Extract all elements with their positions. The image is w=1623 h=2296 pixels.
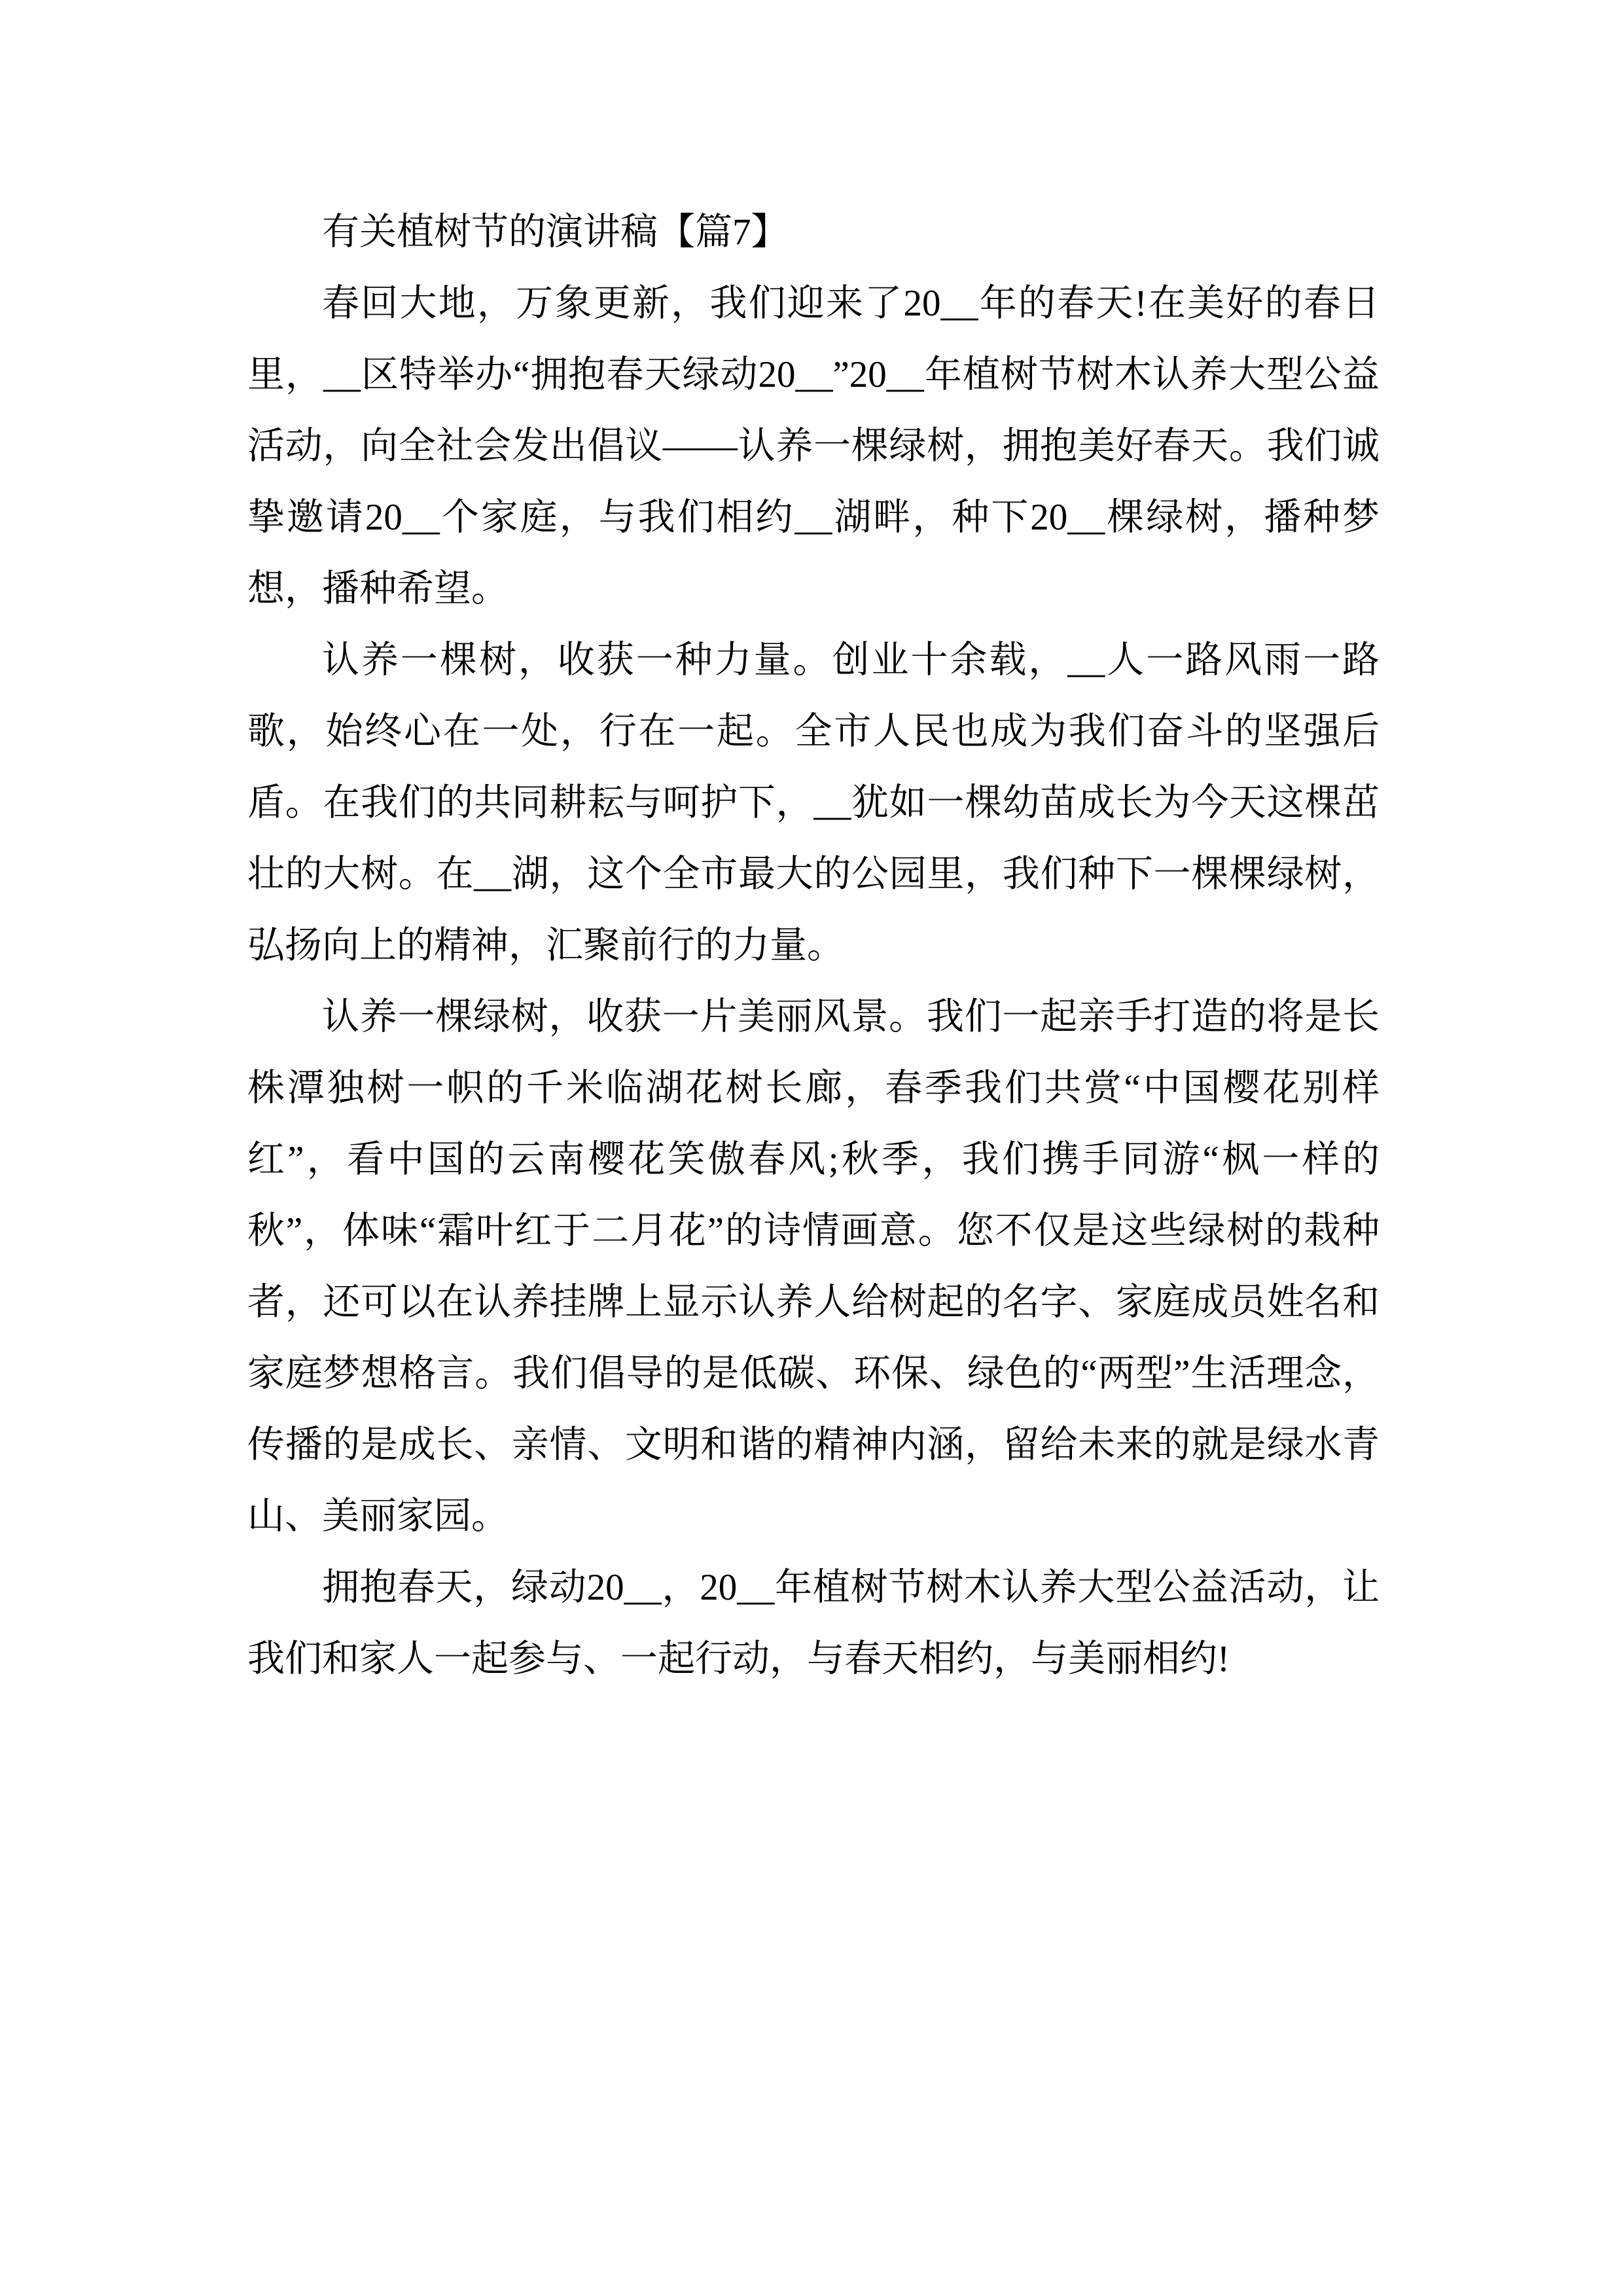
- paragraph-3: 认养一棵绿树，收获一片美丽风景。我们一起亲手打造的将是长株潭独树一帜的千米临湖花树长廊，春季我们共赏“中国樱花别样红”，看中国的云南樱花笑傲春风;秋季，我们携手同游“枫一样的秋”，体味“霜叶红于二月花”的诗情画意。您不仅是这些绿树的栽种者，还可以在认养挂牌上显示认养人给树起的名字、家庭成员姓名和家庭梦想格言。我们倡导的是低碳、环保、绿色的“两型”生活理念，传播的是成长、亲情、文明和谐的精神内涵，留给未来的就是绿水青山、美丽家园。: [247, 996, 1380, 1537]
- paragraph-2: 认养一棵树，收获一种力量。创业十余载，__人一路风雨一路歌，始终心在一处，行在一起。全市人民也成为我们奋斗的坚强后盾。在我们的共同耕耘与呵护下，__犹如一棵幼苗成长为今天这棵茁壮的大树。在__湖，这个全市最大的公园里，我们种下一棵棵绿树，弘扬向上的精神，汇聚前行的力量。: [247, 639, 1380, 966]
- document-content: [247, 196, 1380, 1695]
- paragraph-4: 拥抱春天，绿动20__，20__年植树节树木认养大型公益活动，让我们和家人一起参与、一起行动，与春天相约，与美丽相约!: [247, 1567, 1380, 1679]
- document-title: 有关植树节的演讲稿【篇7】: [322, 211, 789, 253]
- paragraph-1: 春回大地，万象更新，我们迎来了20__年的春天!在美好的春日里，__区特举办“拥抱春天绿动20__”20__年植树节树木认养大型公益活动，向全社会发出倡议——认养一棵绿树，拥抱美好春天。我们诚挚邀请20__个家庭，与我们相约__湖畔，种下20__棵绿树，播种梦想，播种希望。: [247, 283, 1380, 609]
